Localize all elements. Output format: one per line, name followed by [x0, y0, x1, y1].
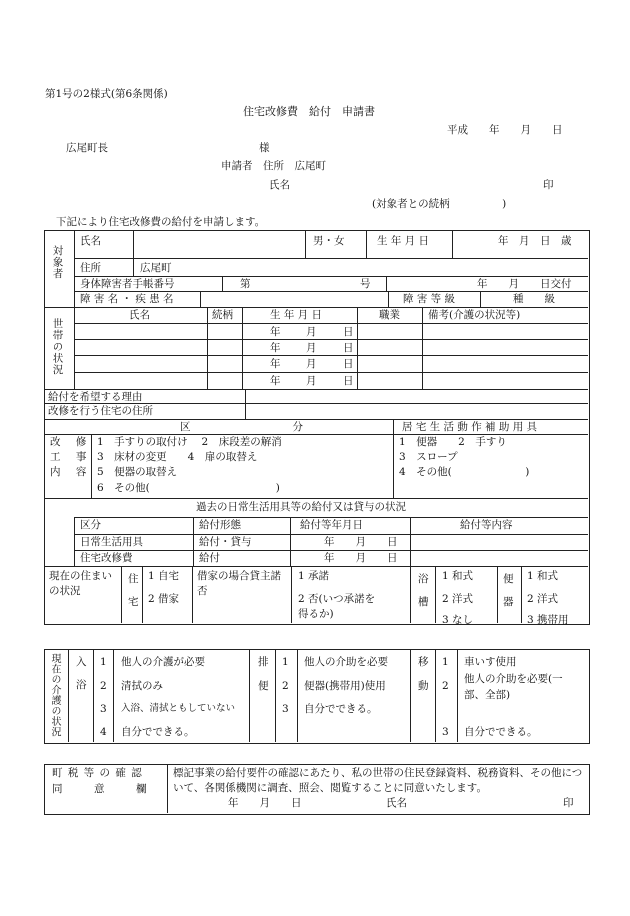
consent-no: 2 否(いつ承諾を得るか): [298, 593, 376, 621]
work-item-5: 5 便器の取替え: [97, 466, 178, 478]
care-move-2: 他人の介助を必要(一部、全部): [464, 673, 563, 701]
past-title: 過去の日常生活用具等の給付又は貸与の状況: [196, 501, 406, 513]
owner-consent-label: 借家の場合貸主諾否: [197, 570, 281, 598]
address-label: 住所: [80, 262, 101, 274]
house-label: 住: [128, 573, 139, 585]
subject-name-label: 氏名: [80, 235, 101, 247]
past-col-kubun: 区分: [80, 519, 101, 531]
applicant-address: 申請者 住所 広尾町: [221, 160, 326, 172]
addressee: 広尾町長: [66, 142, 108, 154]
past-col-form: 給付形態: [199, 519, 241, 531]
care-label: 現在の介護の状況: [49, 653, 60, 737]
consent-date: 年 月 日: [228, 797, 302, 809]
work-label: 改 修: [50, 436, 93, 448]
cert-dai: 第: [240, 278, 251, 290]
col-job: 職業: [379, 309, 400, 321]
care-toilet-1: 他人の介助を必要: [304, 656, 388, 668]
work-section-header: 区 分: [180, 421, 305, 433]
reform-address-label: 改修を行う住宅の住所: [48, 405, 153, 417]
aid-item-3: 3 スロープ: [399, 451, 458, 463]
care-bath-3: 入浴、清拭ともしていない: [121, 703, 236, 714]
grade-kind: 種 級: [513, 293, 555, 305]
care-toilet-2: 便器(携帯用)使用: [304, 680, 386, 692]
past-col-content: 給付等内容: [460, 519, 513, 531]
form-code: 第1号の2様式(第6条関係): [45, 88, 168, 100]
past-row-reform-form: 給付: [199, 552, 220, 564]
cert-date: 年 月 日交付: [477, 278, 572, 290]
honorific: 様: [259, 142, 270, 154]
reason-label: 給付を希望する理由: [48, 391, 143, 403]
past-row-reform-date: 年 月 日: [324, 552, 398, 564]
dob-label: 生 年 月 日: [377, 235, 430, 247]
housing-label: 現在の住まいの状況: [49, 570, 112, 598]
household-label: 世帯の状況: [51, 318, 64, 376]
disability-label: 障 害 名 ・ 疾 患 名: [80, 293, 174, 305]
past-row-aids-form: 給付・貸与: [199, 536, 252, 548]
work-item-1: 1 手すりの取付け 2 床段差の解消: [97, 436, 282, 448]
bath-1: 1 和式: [442, 570, 474, 582]
care-toilet-label: 排: [258, 656, 269, 668]
care-move-3: 自分でできる。: [464, 726, 538, 738]
applicant-name-label: 氏名: [269, 179, 290, 191]
care-toilet-3: 自分でできる。: [304, 703, 378, 715]
applicant-seal: 印: [543, 179, 554, 191]
care-bath-1: 他人の介護が必要: [121, 656, 205, 668]
consent-seal: 印: [563, 797, 574, 809]
toilet-2: 2 洋式: [527, 593, 559, 605]
consent-name-label: 氏名: [386, 797, 407, 809]
col-relation: 続柄: [212, 309, 233, 321]
work-item-6: 6 その他( ): [97, 482, 280, 494]
form-title: 住宅改修費 給付 申請書: [243, 105, 375, 118]
col-name: 氏名: [129, 309, 150, 321]
care-move-1: 車いす使用: [464, 656, 517, 668]
intro-text: 下記により住宅改修費の給付を申請します。: [56, 216, 266, 228]
consent-label-2: 同 意 欄: [52, 783, 147, 795]
relation-line: (対象者との続柄 ): [372, 198, 507, 210]
subject-label: 対象者: [51, 245, 64, 280]
consent-yes: 1 承諾: [298, 570, 330, 582]
aid-item-1: 1 便器 2 手すり: [399, 436, 507, 448]
past-row-aids-date: 年 月 日: [324, 536, 398, 548]
past-row-reform: 住宅改修費: [80, 552, 133, 564]
past-row-aids: 日常生活用具: [80, 536, 143, 548]
col-dob: 生 年 月 日: [270, 309, 323, 321]
care-bath-label: 入: [76, 656, 87, 668]
toilet-1: 1 和式: [527, 570, 559, 582]
address-value: 広尾町: [140, 262, 172, 274]
toilet-3: 3 携帯用: [527, 614, 569, 626]
house-rent: 2 借家: [148, 593, 180, 605]
bath-label: 浴: [418, 573, 429, 585]
consent-text: 標記事業の給付要件の確認にあたり、私の世帯の住民登録資料、税務資料、その他について、各関係機関に調査、照会、閲覧することに同意いたします。: [173, 767, 583, 795]
bath-3: 3 なし: [442, 614, 474, 626]
date-line: 平成 年 月 日: [447, 124, 563, 136]
work-item-3: 3 床材の変更 4 扉の取替え: [97, 451, 258, 463]
col-note: 備考(介護の状況等): [428, 309, 521, 321]
past-col-date: 給付等年月日: [300, 519, 363, 531]
consent-label-1: 町 税 等 の 確 認: [52, 767, 143, 779]
bath-2: 2 洋式: [442, 593, 474, 605]
aid-item-4: 4 その他( ): [399, 466, 530, 478]
care-bath-4: 自分でできる。: [121, 726, 195, 738]
house-own: 1 自宅: [148, 570, 180, 582]
cert-go: 号: [360, 278, 371, 290]
aid-header: 居 宅 生 活 動 作 補 助 用 具: [402, 421, 538, 433]
dob-blank: 年 月 日 歳: [498, 235, 572, 247]
sex-label: 男・女: [313, 235, 345, 247]
care-bath-2: 清拭のみ: [121, 680, 163, 692]
grade-label: 障 害 等 級: [403, 293, 456, 305]
cert-number-label: 身体障害者手帳番号: [80, 278, 175, 290]
care-move-label: 移: [418, 656, 429, 668]
toilet-label: 便: [503, 573, 514, 585]
